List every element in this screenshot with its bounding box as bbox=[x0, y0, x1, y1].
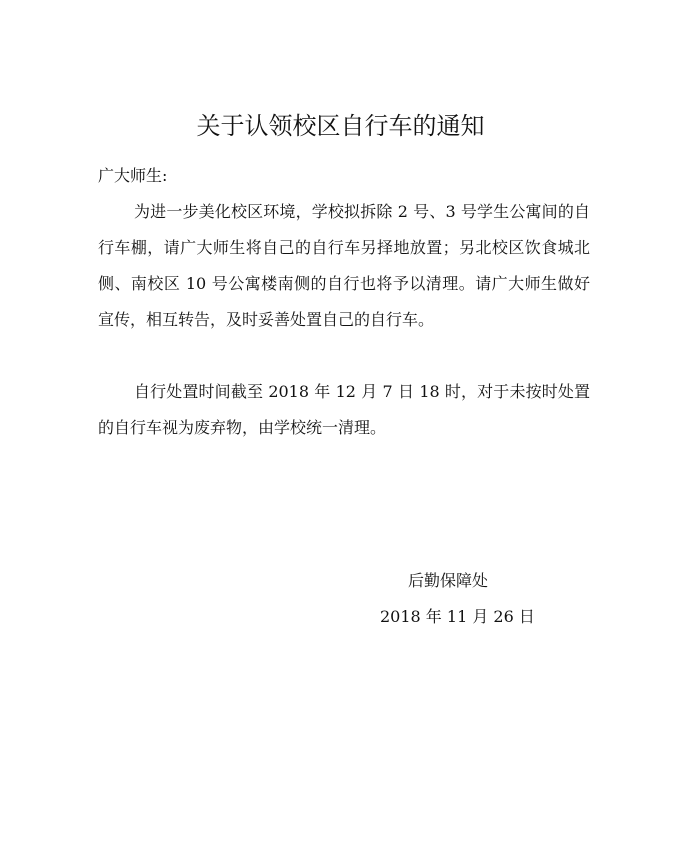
paragraph-2-text: 自行处置时间截至 2018 年 12 月 7 日 18 时，对于未按时处置的自行车视为废弃物，由学校统一清理。 bbox=[98, 382, 590, 437]
paragraph-1 bbox=[98, 194, 590, 338]
notice-title: 关于认领校区自行车的通知 bbox=[196, 112, 485, 140]
signature-date: 2018 年 11 月 26 日 bbox=[380, 607, 535, 626]
paragraph-2 bbox=[98, 374, 590, 446]
paragraph-1-text: 为进一步美化校区环境，学校拟拆除 2 号、3 号学生公寓间的自行车棚，请广大师生将自己的自行车另择地放置；另北校区饮食城北侧、南校区 10 号公寓楼南侧的自行也将予以清理。请广大师生做好宣传，相互转告，及时妥善处置自己的自行车。 bbox=[98, 202, 590, 329]
salutation: 广大师生: bbox=[98, 166, 168, 185]
signature-department: 后勤保障处 bbox=[408, 571, 489, 590]
